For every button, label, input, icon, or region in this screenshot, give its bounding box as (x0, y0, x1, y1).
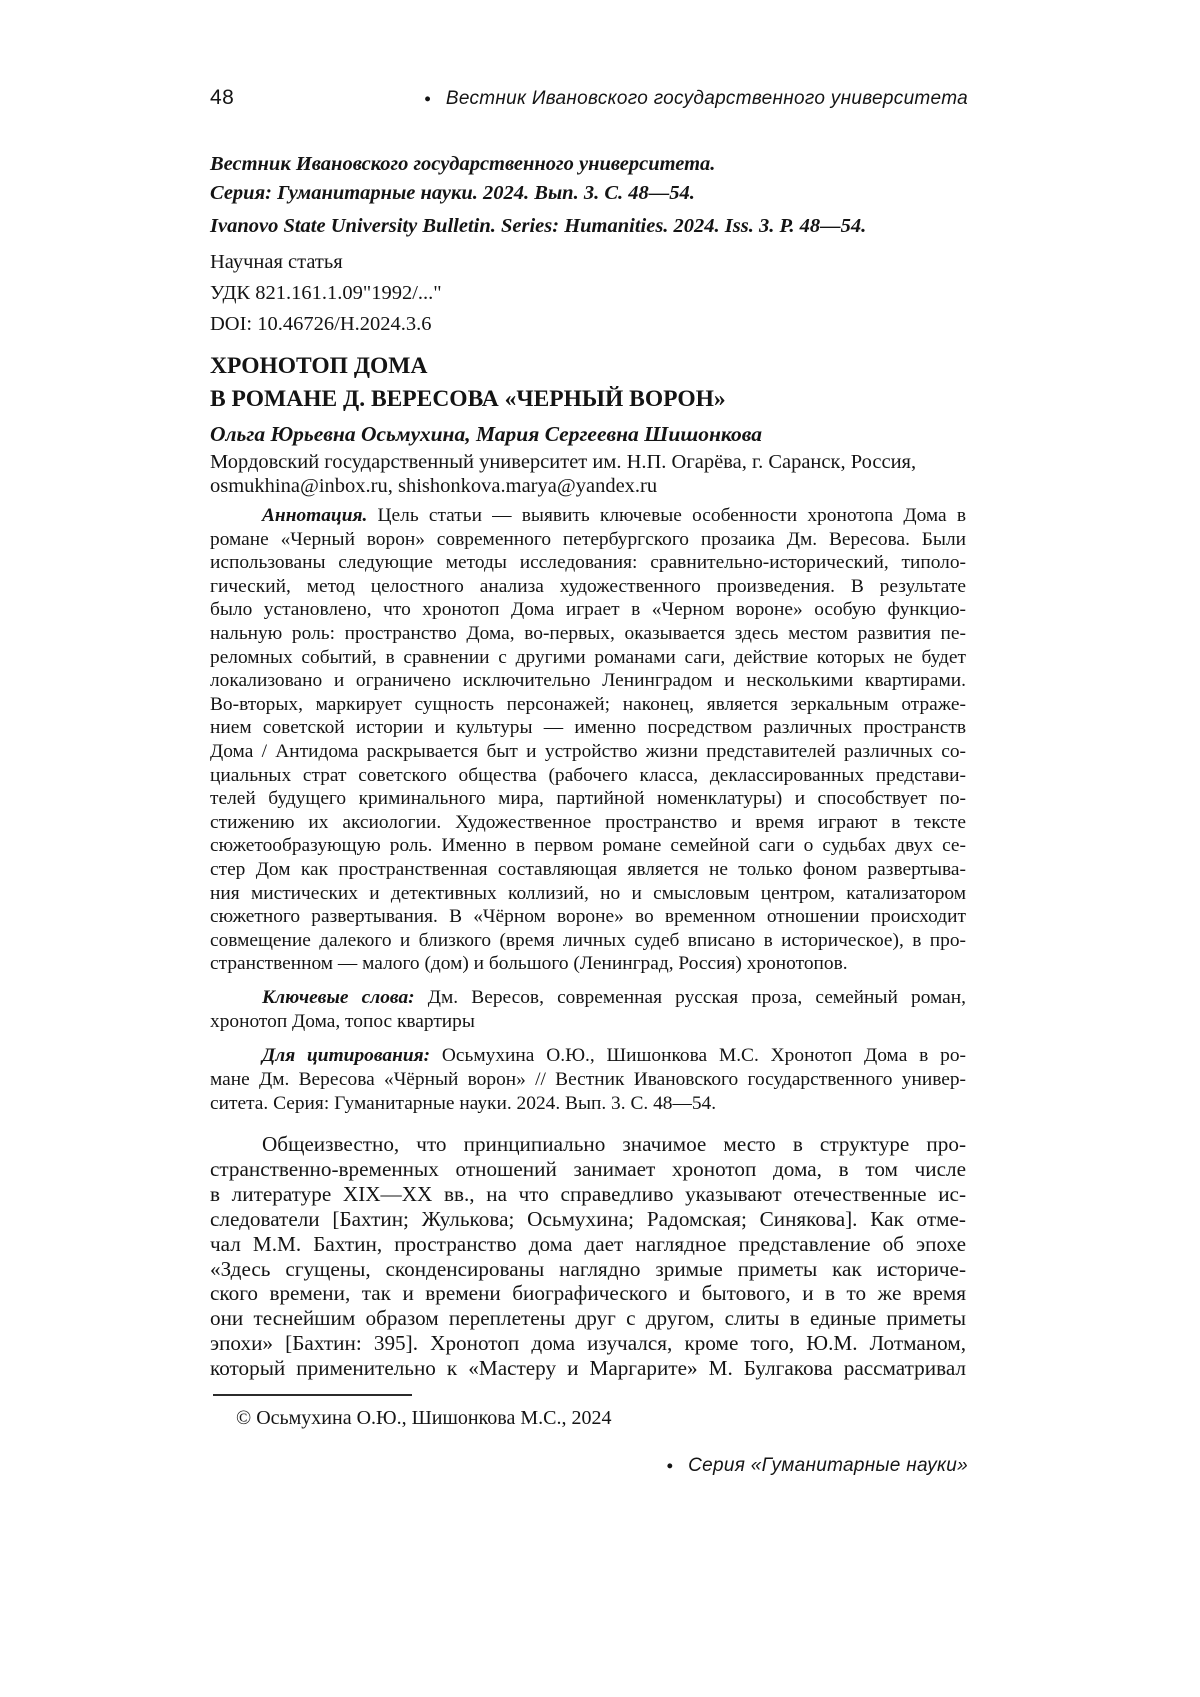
text-line: стер Дом как пространственная составляющая является не только фоном развертыва- (210, 858, 966, 880)
author-names: Ольга Юрьевна Осьмухина, Мария Сергеевна Шишонкова (210, 422, 762, 446)
running-header-title (424, 88, 968, 110)
text-line: странственно-временных отношений занимает хронотоп дома, в том числе (210, 1156, 966, 1181)
text-line: циальных страт советского общества (рабочего класса, деклассированных представи- (210, 764, 966, 786)
text-line: странственном — малого (дом) и большого (Ленинград, Россия) хронотопов. (210, 953, 848, 975)
running-footer-text: Серия «Гуманитарные науки» (688, 1455, 968, 1476)
journal-ref-ru-line1: Вестник Ивановского государственного университета. (210, 153, 716, 175)
text-line: ситета. Серия: Гуманитарные науки. 2024. Вып. 3. С. 48—54. (210, 1093, 717, 1114)
text-line: ния мистических и детективных коллизий, но и смысловым центром, катализатором (210, 882, 966, 904)
running-footer (210, 1455, 968, 1477)
text-line: Для цитирования: Осьмухина О.Ю., Шишонкова М.С. Хронотоп Дома в ро- (262, 1045, 966, 1066)
text-line: Аннотация. Цель статьи — выявить ключевые особенности хронотопа Дома в (262, 505, 966, 526)
journal-ref-en-line: Ivanovo State University Bulletin. Series: Humanities. 2024. Iss. 3. P. 48—54. (210, 215, 867, 237)
footnote-rule (213, 1394, 412, 1396)
text-line: стижению их аксиологии. Художественное пространство и время играют в тексте (210, 811, 966, 833)
author-emails: osmukhina@inbox.ru, shishonkova.marya@yandex.ru (210, 474, 658, 497)
article-meta (210, 247, 442, 340)
article-title-line1: ХРОНОТОП ДОМА (210, 353, 428, 379)
text-line: совмещение далекого и близкого (время личных судеб вписано в историческое), в про- (210, 929, 966, 951)
article-title-line2: В РОМАНЕ Д. ВЕРЕСОВА «ЧЕРНЫЙ ВОРОН» (210, 386, 726, 412)
abstract-paragraph (210, 504, 966, 976)
footer-bullet-icon: ● (666, 1459, 674, 1472)
text-line: эпохи» [Бахтин: 395]. Хронотоп дома изучался, кроме того, Ю.М. Лотманом, (210, 1331, 966, 1356)
article-title (210, 350, 726, 416)
text-line: локализовано и ограничено исключительно Ленинградом и несколькими квартирами. (210, 670, 966, 692)
citation-paragraph (210, 1044, 966, 1116)
text-line: было установлено, что хронотоп Дома играет в «Черном вороне» особую функцио- (210, 599, 966, 621)
journal-ref-ru-line2: Серия: Гуманитарные науки. 2024. Вып. 3. С. 48—54. (210, 182, 695, 204)
text-line: Общеизвестно, что принципиально значимое место в структуре про- (262, 1132, 966, 1156)
page-number: 48 (210, 86, 235, 109)
text-line: реломных событий, в сравнении с другими романами саги, действие которых не будет (210, 646, 966, 668)
text-line: чал М.М. Бахтин, пространство дома дает наглядное представление об эпохе (210, 1231, 966, 1256)
text-line: «Здесь сгущены, сконденсированы наглядно зримые приметы как историче- (210, 1256, 966, 1281)
paragraph-label: Для цитирования: (262, 1045, 431, 1066)
article-type-label: Научная статья (210, 251, 343, 273)
keywords-paragraph (210, 986, 966, 1034)
text-line: нальную роль: пространство Дома, во-первых, оказывается здесь местом развития пе- (210, 622, 966, 644)
text-line: мане Дм. Вересова «Чёрный ворон» // Вестник Ивановского государственного универ- (210, 1069, 966, 1090)
journal-reference (210, 150, 866, 241)
text-line: телей будущего криминального мира, партийной номенклатуры) и способствует по- (210, 788, 966, 810)
text-line: Ключевые слова: Дм. Вересов, современная русская проза, семейный роман, (262, 987, 966, 1008)
header-bullet-icon: ● (424, 92, 432, 105)
text-line: нием советской истории и культуры — именно посредством различных пространств (210, 717, 966, 739)
text-line: они теснейшим образом переплетены друг с другом, слиты в единые приметы (210, 1306, 966, 1331)
text-line: ского времени, так и времени биографического и бытового, и в то же время (210, 1281, 966, 1306)
text-line: Дома / Антидома раскрывается быт и устройство жизни представителей различных со- (210, 740, 966, 762)
authors-block (210, 421, 916, 498)
text-line: хронотоп Дома, топос квартиры (210, 1011, 475, 1032)
text-line: Во-вторых, маркирует сущность персонажей; наконец, является зеркальным отраже- (210, 693, 966, 715)
running-header-text: Вестник Ивановского государственного университета (445, 88, 968, 109)
text-line: который применительно к «Мастеру и Маргарите» М. Булгакова рассматривал (210, 1356, 966, 1381)
text-line: сюжетообразующую роль. Именно в первом романе семейной саги о судьбах двух се- (210, 835, 966, 857)
text-line: гический, метод целостного анализа художественного произведения. В результате (210, 575, 966, 597)
body-paragraph (210, 1132, 966, 1381)
text-line: использованы следующие методы исследования: сравнительно-исторический, типоло- (210, 552, 966, 574)
text-line: романе «Черный ворон» современного петербургского прозаика Дм. Вересова. Были (210, 528, 966, 550)
doi-line: DOI: 10.46726/H.2024.3.6 (210, 313, 432, 335)
paragraph-label: Ключевые слова: (262, 987, 415, 1008)
affiliation: Мордовский государственный университет им. Н.П. Огарёва, г. Саранск, Россия, (210, 451, 917, 473)
text-line: следователи [Бахтин; Жулькова; Осьмухина; Радомская; Синякова]. Как отме- (210, 1206, 966, 1231)
text-line: сюжетного развертывания. В «Чёрном вороне» во временном отношении происходит (210, 906, 966, 928)
running-header (210, 86, 968, 110)
paragraph-label: Аннотация. (262, 505, 368, 526)
text-line: в литературе XIX—XX вв., на что справедливо указывают отечественные ис- (210, 1181, 966, 1206)
copyright-line: © Осьмухина О.Ю., Шишонкова М.С., 2024 (236, 1407, 612, 1429)
udc-line: УДК 821.161.1.09"1992/..." (210, 282, 442, 304)
